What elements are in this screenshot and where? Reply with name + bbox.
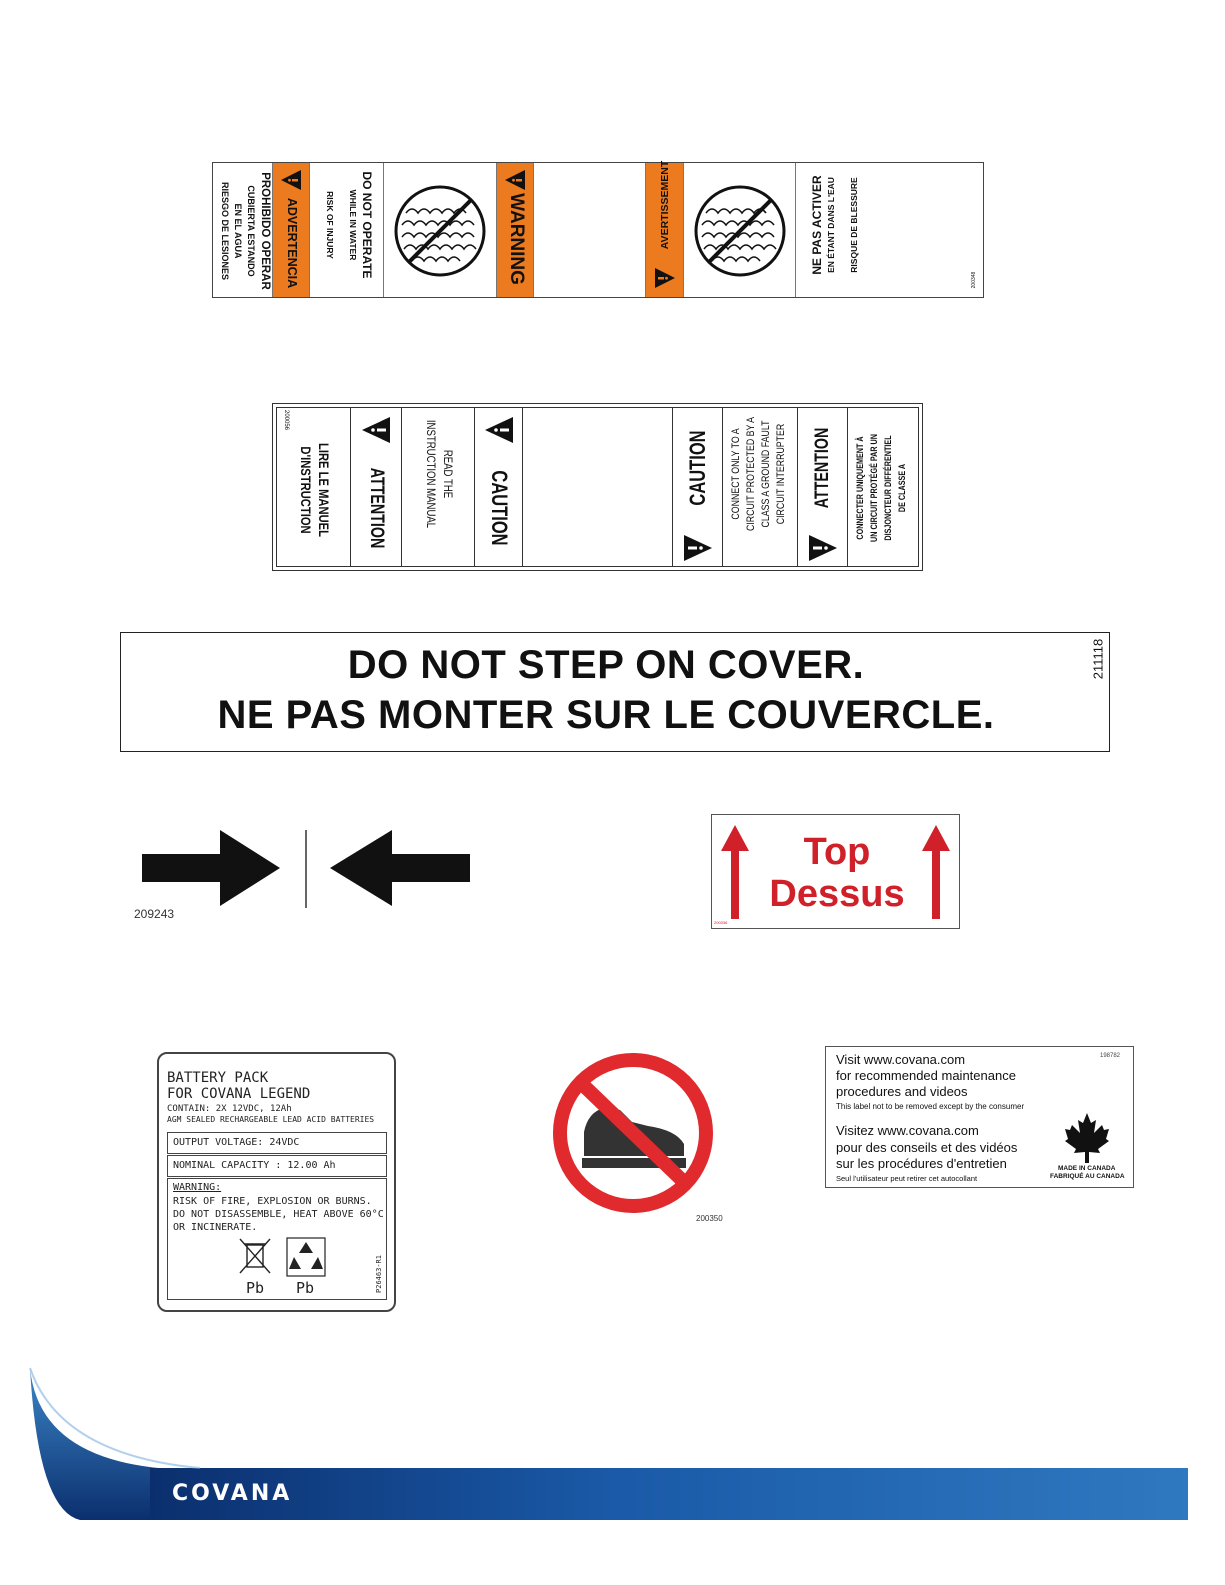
warning-triangle-icon [483,416,515,444]
warning-triangle-icon [360,416,392,444]
battery-pack-label [157,1052,396,1312]
es-line2: CUBIERTA ESTANDO [246,185,256,277]
info-en-small: This label not to be removed except by the consumer [836,1102,1025,1111]
attention-panel-2 [798,408,848,566]
do-not-step-label [120,632,1110,752]
pb-label-2: Pb [296,1279,315,1297]
caution-panel-2 [673,408,723,566]
fr-read-line1: LIRE LE MANUEL [316,443,332,537]
fr-line2: EN ÉTANT DANS L'EAU [826,177,836,273]
fr-gfci-line1: CONNECTER UNIQUEMENT À [855,436,865,540]
battery-w2: DO NOT DISASSEMBLE, HEAT ABOVE 60°C [173,1209,384,1220]
no-shoe-part-number: 200350 [696,1214,723,1223]
info-fr-line1: Visitez www.covana.com [836,1123,979,1138]
en-read-line2: INSTRUCTION MANUAL [424,419,438,529]
maintenance-info-label [825,1046,1134,1188]
fr-gfci-line2: UN CIRCUIT PROTÉGÉ PAR UN [869,434,879,542]
no-water-icon [392,183,488,279]
french-text-panel [796,163,983,297]
battery-w1: RISK OF FIRE, EXPLOSION OR BURNS. [173,1196,372,1207]
spanish-text-panel [213,163,273,297]
crossed-bin-icon [238,1237,272,1277]
en-line1: DO NOT OPERATE [360,171,374,279]
part-number: 211118 [1090,638,1106,680]
fr-gfci-line3: DISJONCTEUR DIFFÉRENTIEL [883,435,893,541]
maple-leaf-icon [1064,1111,1110,1163]
avertissement-band [646,160,684,297]
no-water-pictogram-panel [384,163,497,297]
no-shoe-icon [552,1052,714,1214]
warning-triangle-icon [653,267,677,289]
alignment-arrows-icon [140,828,472,910]
fr-line3: RISQUE DE BLESSURE [849,177,859,273]
up-arrow-icon [922,825,950,919]
top-word: Top [803,831,871,873]
capacity-box [167,1155,387,1177]
fabrique-au-canada: FABRIQUÉ AU CANADA [1050,1173,1125,1180]
blank-panel [523,408,673,566]
part-number: 200056 [283,409,289,431]
footer-wave-graphic [0,1360,1225,1585]
blank-panel [534,163,646,297]
battery-title-1: BATTERY PACK [167,1070,269,1086]
info-fr-small: Seul l'utilisateur peut retirer cet autocollant [836,1174,978,1183]
warning-triangle-icon [807,534,839,562]
battery-warning: WARNING: [173,1182,222,1193]
en-title-2: CAUTION [685,430,710,506]
advertencia-band [273,163,310,297]
battery-agm: AGM SEALED RECHARGEABLE LEAD ACID BATTERIES [167,1115,375,1124]
alignment-arrows-label [140,828,472,910]
fr-read-line2: D'INSTRUCTION [298,446,314,534]
info-fr-line3: sur les procédures d'entretien [836,1156,1007,1171]
info-en-line3: procedures and videos [836,1084,968,1099]
pb-label-1: Pb [246,1279,265,1297]
warning-triangle-icon [503,169,527,191]
battery-output: OUTPUT VOLTAGE: 24VDC [173,1137,300,1148]
fr-title: AVERTISSEMENT [659,160,671,250]
info-en-line2: for recommended maintenance [836,1068,1016,1083]
info-fr-line2: pour des conseils et des vidéos [836,1140,1018,1155]
warning-triangle-icon [682,534,714,562]
step-line-fr: NE PAS MONTER SUR LE COUVERCLE. [217,693,995,737]
recycle-icon [286,1237,326,1277]
caution-gfci-label [272,403,923,571]
output-voltage-box [167,1132,387,1154]
es-line1: PROHIBIDO OPERAR [259,172,271,290]
made-in-canada: MADE IN CANADA [1058,1165,1116,1172]
en-line3: RISK OF INJURY [325,191,335,259]
battery-w3: OR INCINERATE. [173,1222,258,1233]
footer-brand-logo: COVANA [172,1481,293,1506]
footer-brand-band [0,1360,1225,1585]
warning-box [167,1178,387,1300]
en-title: WARNING [506,193,527,285]
top-dessus-label [711,814,960,929]
caution-panel-1 [475,408,523,566]
no-step-shoe-label [552,1052,714,1214]
no-water-icon [692,183,788,279]
english-text-panel [310,163,384,297]
fr-read-panel [277,408,351,566]
en-line2: WHILE IN WATER [348,189,358,261]
fr-gfci-panel [848,408,920,566]
es-line3: EN EL AGUA [233,203,243,259]
en-read-panel [402,408,475,566]
step-line-en: DO NOT STEP ON COVER. [347,643,865,687]
dessus-word: Dessus [769,873,905,915]
up-arrow-icon [721,825,749,919]
attention-panel-1 [351,408,402,566]
part-number: 200348 [971,271,977,289]
es-title: ADVERTENCIA [285,197,299,289]
en-gfci-line1: CONNECT ONLY TO A [730,428,742,520]
battery-contain: CONTAIN: 2X 12VDC, 12Ah [167,1104,292,1114]
arrows-part-number: 209243 [134,907,175,921]
info-en-line1: Visit www.covana.com [836,1052,966,1067]
en-read-line1: READ THE [441,449,455,499]
en-gfci-line4: CIRCUIT INTERRUPTER [775,423,787,525]
en-title-1: CAUTION [487,470,512,546]
part-number: P26463-R1 [375,1255,383,1293]
fr-line1: NE PAS ACTIVER [810,175,824,275]
battery-capacity: NOMINAL CAPACITY : 12.00 Ah [173,1160,336,1171]
warning-triangle-icon [279,169,303,191]
es-line4: RIESGO DE LESIONES [220,181,230,281]
warning-band [497,163,534,297]
part-number: 198782 [1100,1053,1121,1059]
fr-title-2: ATTENTION [812,427,833,509]
battery-title-2: FOR COVANA LEGEND [167,1086,311,1102]
en-gfci-panel [723,408,798,566]
fr-title-1: ATTENTION [366,467,387,549]
no-water-pictogram-panel-2 [684,163,796,297]
warning-water-label [212,162,984,298]
part-number: 200336 [714,920,728,925]
en-gfci-line3: CLASS A GROUND FAULT [760,420,772,528]
fr-gfci-line4: DE CLASSE A [897,463,907,513]
en-gfci-line2: CIRCUIT PROTECTED BY A [745,416,757,532]
